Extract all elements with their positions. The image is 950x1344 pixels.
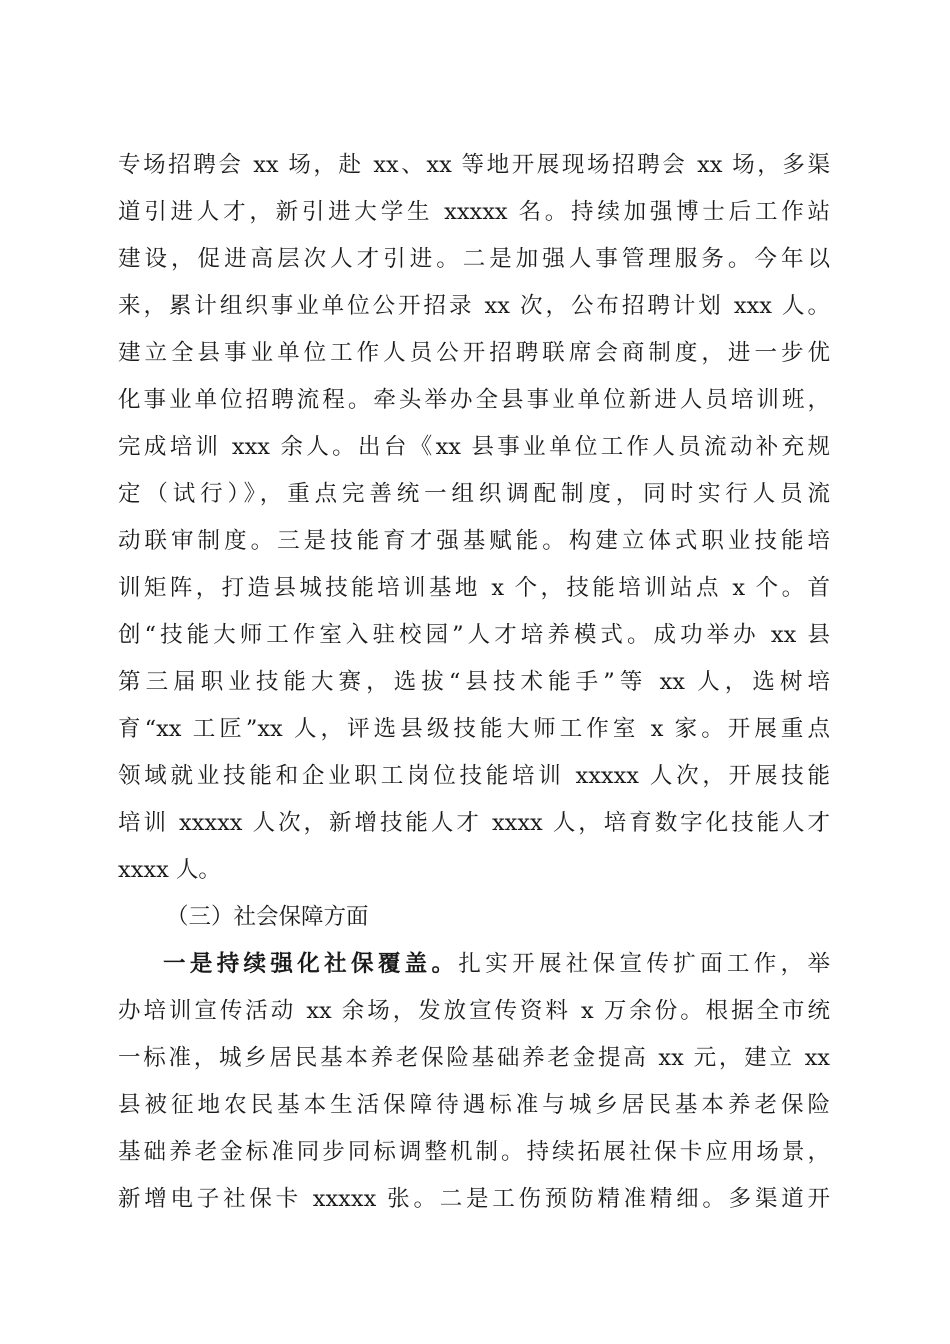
document-body	[118, 142, 830, 1223]
paragraph-first-line-rest: 扎实开展社保宣传扩面工作，举	[458, 951, 830, 977]
text-line: 一标准，城乡居民基本养老保险基础养老金提高 xx 元，建立 xx	[118, 1045, 830, 1071]
text-line: 办培训宣传活动 xx 余场，发放宣传资料 x 万余份。根据全市统	[118, 998, 830, 1024]
text-line: 道引进人才，新引进大学生 xxxxx 名。持续加强博士后工作站	[118, 199, 830, 225]
text-line: 来，累计组织事业单位公开招录 xx 次，公布招聘计划 xxx 人。	[118, 293, 830, 319]
text-line: 第三届职业技能大赛，选拔“县技术能手”等 xx 人，选树培	[118, 669, 830, 695]
text-line: 化事业单位招聘流程。牵头举办全县事业单位新进人员培训班，	[118, 387, 830, 413]
text-line: 基础养老金标准同步同标调整机制。持续拓展社保卡应用场景，	[118, 1139, 830, 1165]
section-heading: （三）社会保障方面	[166, 904, 369, 930]
text-line: 培训 xxxxx 人次，新增技能人才 xxxx 人，培育数字化技能人才	[118, 810, 830, 836]
text-line: 训矩阵，打造县城技能培训基地 x 个，技能培训站点 x 个。首	[118, 575, 830, 601]
text-line: 创“技能大师工作室入驻校园”人才培养模式。成功举办 xx 县	[118, 622, 830, 648]
text-line: 领域就业技能和企业职工岗位技能培训 xxxxx 人次，开展技能	[118, 763, 830, 789]
text-line: 县被征地农民基本生活保障待遇标准与城乡居民基本养老保险	[118, 1092, 830, 1118]
text-line: 专场招聘会 xx 场，赴 xx、xx 等地开展现场招聘会 xx 场，多渠	[118, 152, 830, 178]
text-line: xxxx 人。	[118, 857, 221, 883]
text-line: 完成培训 xxx 余人。出台《xx 县事业单位工作人员流动补充规	[118, 434, 830, 460]
text-line: 建立全县事业单位工作人员公开招聘联席会商制度，进一步优	[118, 340, 830, 366]
paragraph-social-security	[118, 941, 830, 1223]
text-line: 育“xx 工匠”xx 人，评选县级技能大师工作室 x 家。开展重点	[118, 716, 830, 742]
text-line: 动联审制度。三是技能育才强基赋能。构建立体式职业技能培	[118, 528, 830, 554]
text-line: 建设，促进高层次人才引进。二是加强人事管理服务。今年以	[118, 246, 830, 272]
paragraph-lead-phrase: 一是持续强化社保覆盖。	[163, 951, 459, 977]
text-line: 定（试行）》，重点完善统一组织调配制度，同时实行人员流	[118, 481, 830, 507]
text-line: 新增电子社保卡 xxxxx 张。二是工伤预防精准精细。多渠道开	[118, 1186, 830, 1212]
paragraph-employment-talent	[118, 142, 830, 894]
text-line-first	[118, 941, 830, 988]
